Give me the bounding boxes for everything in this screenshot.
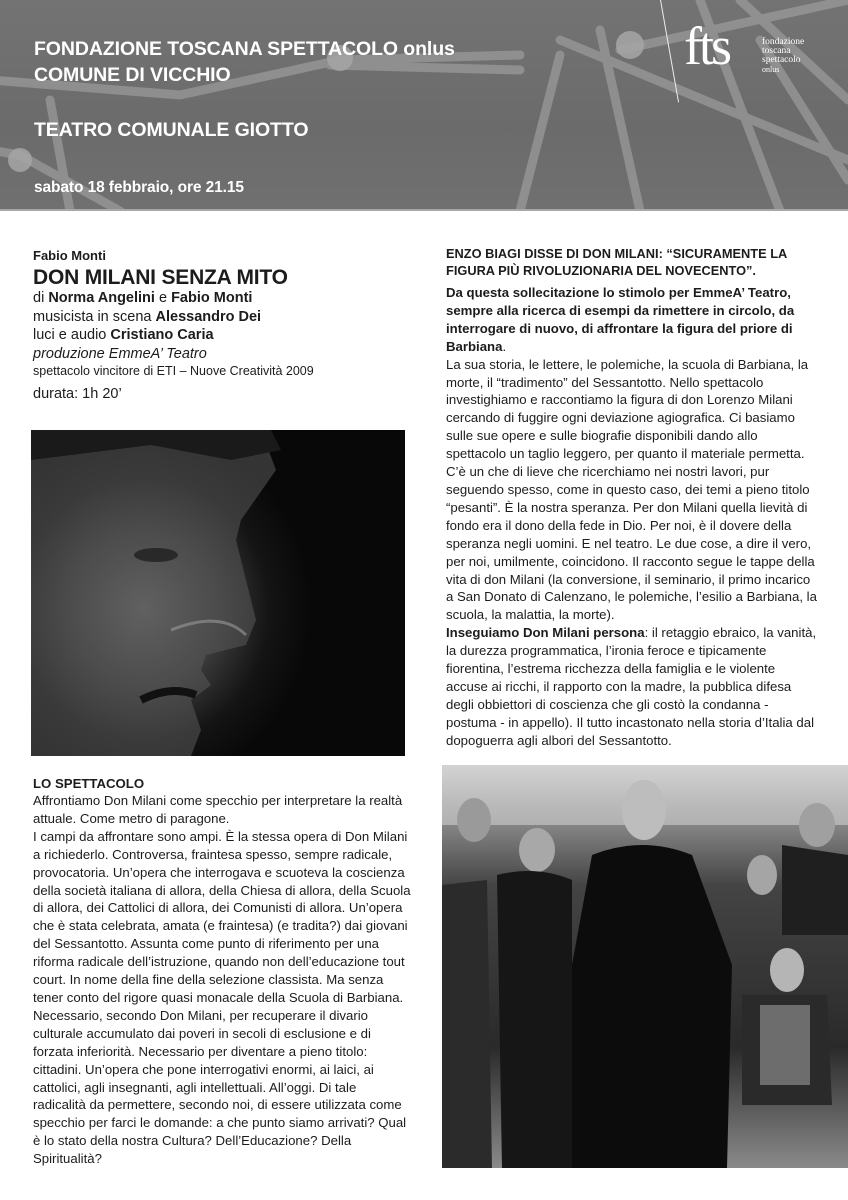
biagi-quote-heading: ENZO BIAGI DISSE DI DON MILANI: “SICURAMENTE LA FIGURA PIÙ RIVOLUZIONARIA DEL NOVECENTO”.: [446, 246, 787, 278]
organization-name: FONDAZIONE TOSCANA SPETTACOLO onlus: [34, 38, 455, 60]
show-credits: [33, 248, 413, 402]
spettacolo-intro: Affrontiamo Don Milani come specchio per interpretare la realtà attuale. Come metro di paragone.: [33, 793, 403, 826]
group-photo-figures: [442, 765, 848, 1168]
portrait-silhouette: [31, 430, 405, 756]
credit-lights-audio: luci e audio Cristiano Caria: [33, 327, 214, 343]
show-title: DON MILANI SENZA MITO: [33, 266, 288, 289]
comune-name: COMUNE DI VICCHIO: [34, 64, 231, 86]
fts-logo-mark: fts: [684, 16, 729, 76]
spettacolo-body: I campi da affrontare sono ampi. È la stessa opera di Don Milani a richiederlo. Controversa, fraintesa spesso, sempre radicale, provocatoria. Un’opera che interrogava e scuoteva la coscienza della società italiana di allora, della Chiesa di allora, della Scuola di allora, dei Cattolici di allora, dei Comunisti di allora. Un’opera che è stata celebrata, amata (e fraintesa) (e tradita?) dai giovani del Sessantotto. Assunta come punto di riferimento per una riforma radicale dell’istruzione, quando non dell’educazione tout court. In nome della fine della selezione classista. Ma senza tener conto del rigore quasi monacale della Scuola di Barbiana. Necessario, secondo Don Milani, per recuperare il divario culturale accumulato dai poveri in secoli di esclusione e di forzata inferiorità. Necessario per diventare a pieno titolo: cittadini. Un’opera che pone interrogativi enormi, ai laici, ai cattolici, agli insegnanti, agli intellettuali. All’oggi. Di tale radicalità da permettere, secondo noi, di essere utilizzata come specchio per farci le domande: a che punto siamo arrivati? Qual è lo stato della nostra Cultura? Dell’Educazione? Della Spiritualità?: [33, 828, 411, 1167]
event-date-time: sabato 18 febbraio, ore 21.15: [34, 179, 244, 196]
actor-portrait-photo: [31, 430, 405, 756]
credit-musician: musicista in scena Alessandro Dei: [33, 308, 262, 325]
lo-spettacolo-section: [33, 775, 411, 1168]
header-bottom-rule: [0, 209, 848, 211]
show-duration: durata: 1h 20’: [33, 386, 122, 402]
award-note: spettacolo vincitore di ETI – Nuove Creatività 2009: [33, 364, 314, 378]
show-author: Fabio Monti: [33, 248, 106, 263]
fts-logo: [684, 18, 834, 88]
section-heading: LO SPETTACOLO: [33, 776, 145, 791]
fts-logo-wordmark: fondazione toscana spettacolo onlus: [762, 37, 805, 74]
persona-paragraph: Inseguiamo Don Milani persona: il retaggio ebraico, la vanità, la durezza programmatica, l’ironia feroce e tipicamente fiorentina, l’estrema ricchezza della famiglia e le violente accuse ai ricchi, il rapporto con la madre, la pubblica difesa degli obbiettori di coscienza che gli costò la condanna - postuma - in appello). Il tutto incastonato nella storia d’Italia dal dopoguerra agli albori del Sessantotto.: [446, 625, 817, 748]
lead-paragraph: Da questa sollecitazione lo stimolo per EmmeA’ Teatro, sempre alla ricerca di esempi da rimettere in circolo, da interrogare di nuovo, di affrontare la figura del priore di Barbiana.: [446, 285, 795, 354]
don-milani-group-photo: [442, 765, 848, 1168]
right-column-text: [446, 246, 818, 750]
credit-writers: di Norma Angelini e Fabio Monti: [33, 290, 253, 306]
event-header-banner: [0, 0, 848, 211]
story-paragraph: La sua storia, le lettere, le polemiche, la scuola di Barbiana, la morte, il “tradimento” del Sessantotto. Nello spettacolo investighiamo e raccontiamo la figura di don Lorenzo Milani cercando di fuggire ogni deviazione agiografica. Ci basiamo sulle sue opere e sulle biografie disponibili dando allo spettacolo un taglio leggero, per quanto il materiale permetta. C’è un che di lieve che ricerchiamo nei nostri lavori, pur seguendo spesso, come in questo caso, dei temi a pieno titolo “pesanti”. È la nostra speranza. Per don Milani quella lievità di fondo era il dono della fede in Dio. Per noi, è il dovere della speranza negli uomini. E nel teatro. Le due cose, a dire il vero, per noi, umilmente, coincidono. Il racconto segue le tappe della vita di don Milani (la conversione, il seminario, il primo incarico a San Donato di Calenzano, le polemiche, l’esilio a Barbiana, la scuola, la malattia, la morte).: [446, 356, 817, 623]
production-credit: produzione EmmeA’ Teatro: [33, 345, 207, 362]
venue-name: TEATRO COMUNALE GIOTTO: [34, 119, 309, 141]
